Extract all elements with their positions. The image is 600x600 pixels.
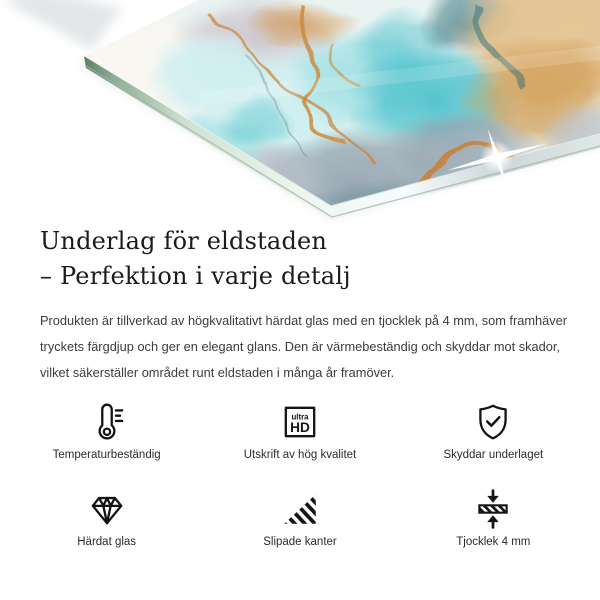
glass-reflection (5, 0, 122, 50)
feature-temperature (10, 401, 203, 461)
feature-tempered-glass (10, 488, 203, 548)
thermometer-icon (86, 401, 128, 443)
feature-print-quality (203, 401, 396, 461)
glass-panel-artwork (0, 0, 600, 235)
page-title-line1: Underlag för eldstaden (40, 227, 328, 255)
feature-label: Härdat glas (77, 536, 137, 548)
svg-text:HD: HD (290, 419, 310, 435)
product-info-section (40, 224, 570, 386)
diamond-icon (86, 488, 128, 530)
feature-label: Skyddar underlaget (443, 449, 544, 461)
feature-grid (10, 401, 590, 548)
feature-protects-surface (397, 401, 590, 461)
polished-edges-icon (279, 488, 321, 530)
page-title (40, 224, 570, 293)
thickness-icon (472, 488, 514, 530)
svg-text:ultra: ultra (291, 412, 309, 422)
feature-label: Tjocklek 4 mm (456, 536, 531, 548)
feature-label: Utskrift av hög kvalitet (243, 449, 357, 461)
product-description: Produkten är tillverkad av högkvalitativt härdat glas med en tjocklek på 4 mm, som framhäver tryckets färgdjup och ger en elegant glans. Den är värmebeständig och skyddar mot skador, vilket säkerställer området runt eldstaden i många år framöver. (40, 313, 568, 380)
ultra-hd-icon (279, 401, 321, 443)
page-title-line2: – Perfektion i varje detalj (40, 261, 351, 290)
feature-label: Slipade kanter (263, 536, 337, 548)
feature-polished-edges (203, 488, 396, 548)
feature-label: Temperaturbeständig (52, 449, 161, 461)
feature-thickness (397, 488, 590, 548)
shield-check-icon (472, 401, 514, 443)
product-image (0, 0, 600, 235)
